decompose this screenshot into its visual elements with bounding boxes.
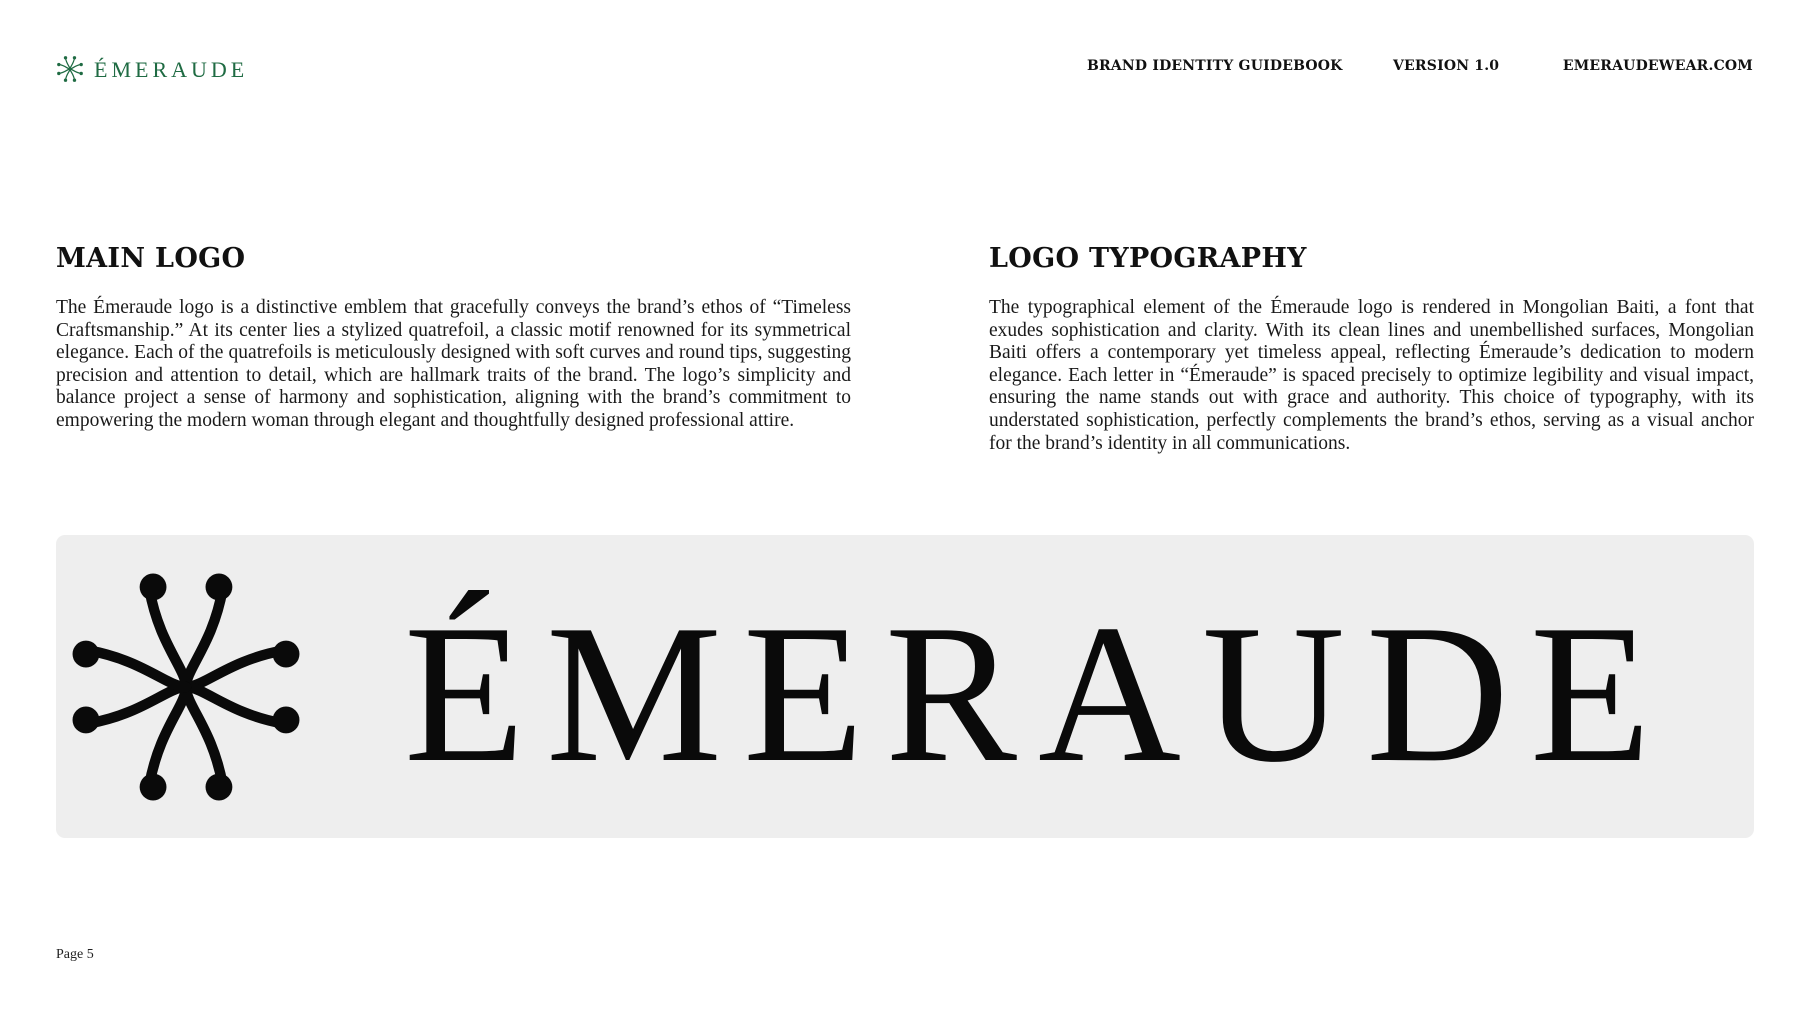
quatrefoil-icon xyxy=(56,55,84,83)
logo-typography-title: LOGO TYPOGRAPHY xyxy=(989,243,1307,274)
header-brand-name: ÉMERAUDE xyxy=(94,57,249,82)
header-guidebook-label: BRAND IDENTITY GUIDEBOOK xyxy=(1087,58,1343,74)
header-website-label: EMERAUDEWEAR.COM xyxy=(1562,58,1753,74)
logo-wordmark: ÉMERAUDE xyxy=(404,584,1672,803)
header-logo xyxy=(56,55,248,83)
quatrefoil-icon xyxy=(64,565,308,809)
main-logo-body: The Émeraude logo is a distinctive emblem that gracefully conveys the brand’s ethos of “Timeless Craftsmanship.” At its center lies a stylized quatrefoil, a classic motif renowned for its symmetrical elegance. Each of the quatrefoils is meticulously designed with soft curves and round tips, suggesting precision and attention to detail, which are hallmark traits of the brand. The logo’s simplicity and balance project a sense of harmony and sophistication, aligning with the brand’s commitment to empowering the modern woman through elegant and thoughtfully designed professional attire. xyxy=(56,297,851,431)
main-logo-title: MAIN LOGO xyxy=(56,243,246,274)
logo-typography-body: The typographical element of the Émeraude logo is rendered in Mongolian Baiti, a font that exudes sophistication and clarity. With its clean lines and unembellished surfaces, Mongolian Baiti offers a contemporary yet timeless appeal, reflecting Émeraude’s dedication to modern elegance. Each letter in “Émeraude” is spaced precisely to optimize legibility and visual impact, ensuring the name stands out with grace and authority. This choice of typography, with its understated sophistication, perfectly complements the brand’s ethos, serving as a visual anchor for the brand’s identity in all communications. xyxy=(989,297,1754,454)
logo-display-panel xyxy=(56,535,1754,838)
header-version-label: VERSION 1.0 xyxy=(1393,58,1500,74)
page-number: Page 5 xyxy=(56,947,94,962)
